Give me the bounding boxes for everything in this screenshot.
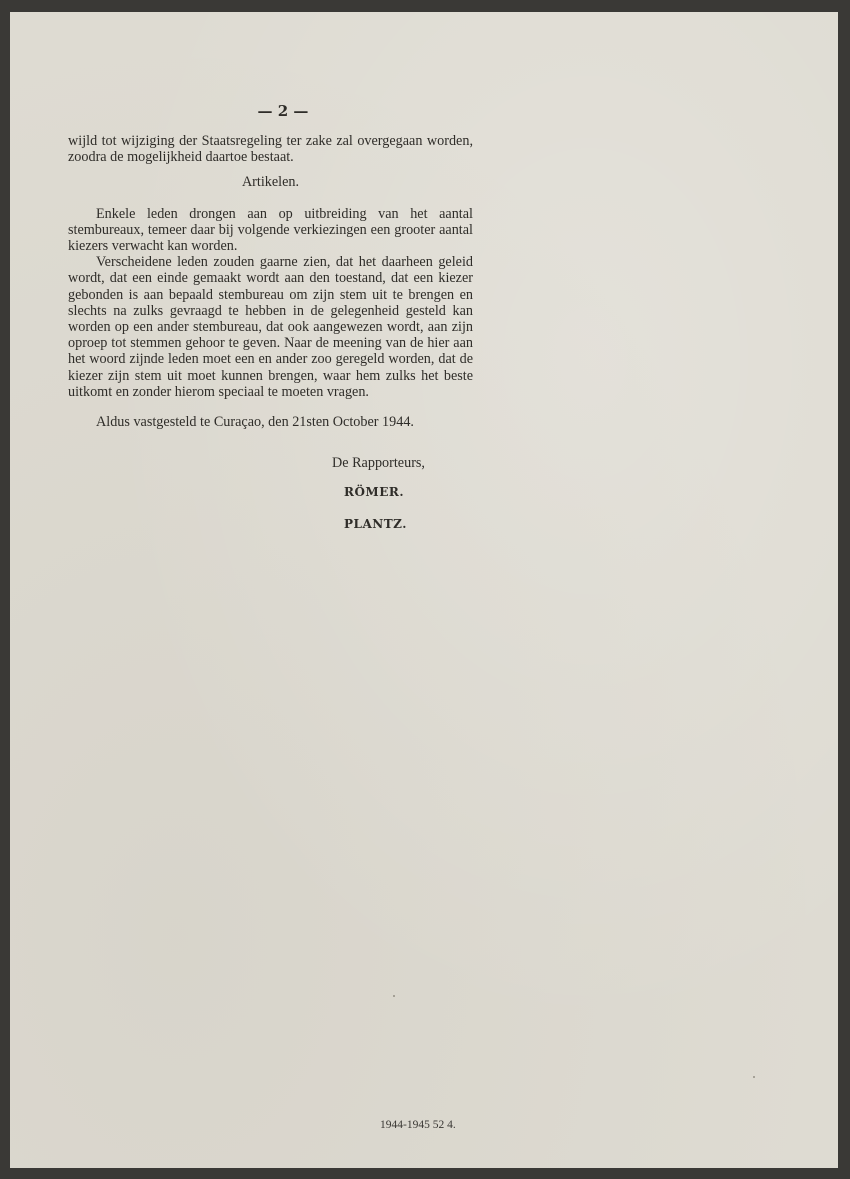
document-page	[10, 12, 838, 1168]
closing-statement: Aldus vastgesteld te Curaçao, den 21sten October 1944.	[96, 414, 414, 431]
paper-speck	[753, 1076, 755, 1078]
signer-plantz: PLANTZ.	[344, 517, 407, 531]
reverse-side-show-through	[558, 107, 788, 124]
section-heading: Artikelen.	[241, 174, 300, 191]
signature-label: De Rapporteurs,	[332, 455, 425, 471]
opening-paragraph: wijld tot wijziging der Staatsregeling ter zake zal overgegaan worden, zoodra de mogelijkheid daartoe bestaat.	[68, 133, 473, 166]
signer-romer: RÖMER.	[344, 485, 405, 499]
page-number: — 2 —	[257, 102, 309, 120]
paragraph-kiezer: Verscheidene leden zouden gaarne zien, dat het daarheen geleid wordt, dat een einde gemaakt wordt aan den toestand, dat een kiezer gebonden is aan bepaald stembureau om zijn stem uit te brengen en slechts na zulks gevraagd te hebben in de gelegenheid gesteld kan worden op een ander stembureau, dat ook aangewezen wordt, aan zijn oproep tot stemmen gehoor te geven. Naar de meening van de hier aan het woord zijnde leden moet een en ander zoo geregeld worden, dat de kiezer zijn stem uit moet kunnen brengen, waar hem zulks het beste uitkomt en zonder hierom speciaal te moeten vragen.	[68, 254, 473, 400]
footer-print-code: 1944-1945 52 4.	[380, 1119, 456, 1131]
body-text	[68, 133, 473, 430]
paper-speck	[393, 995, 395, 997]
paragraph-stembureaux: Enkele leden drongen aan op uitbreiding van het aantal stembureaux, temeer daar bij volgende verkiezingen een grooter aantal kiezers verwacht kan worden.	[68, 205, 473, 255]
